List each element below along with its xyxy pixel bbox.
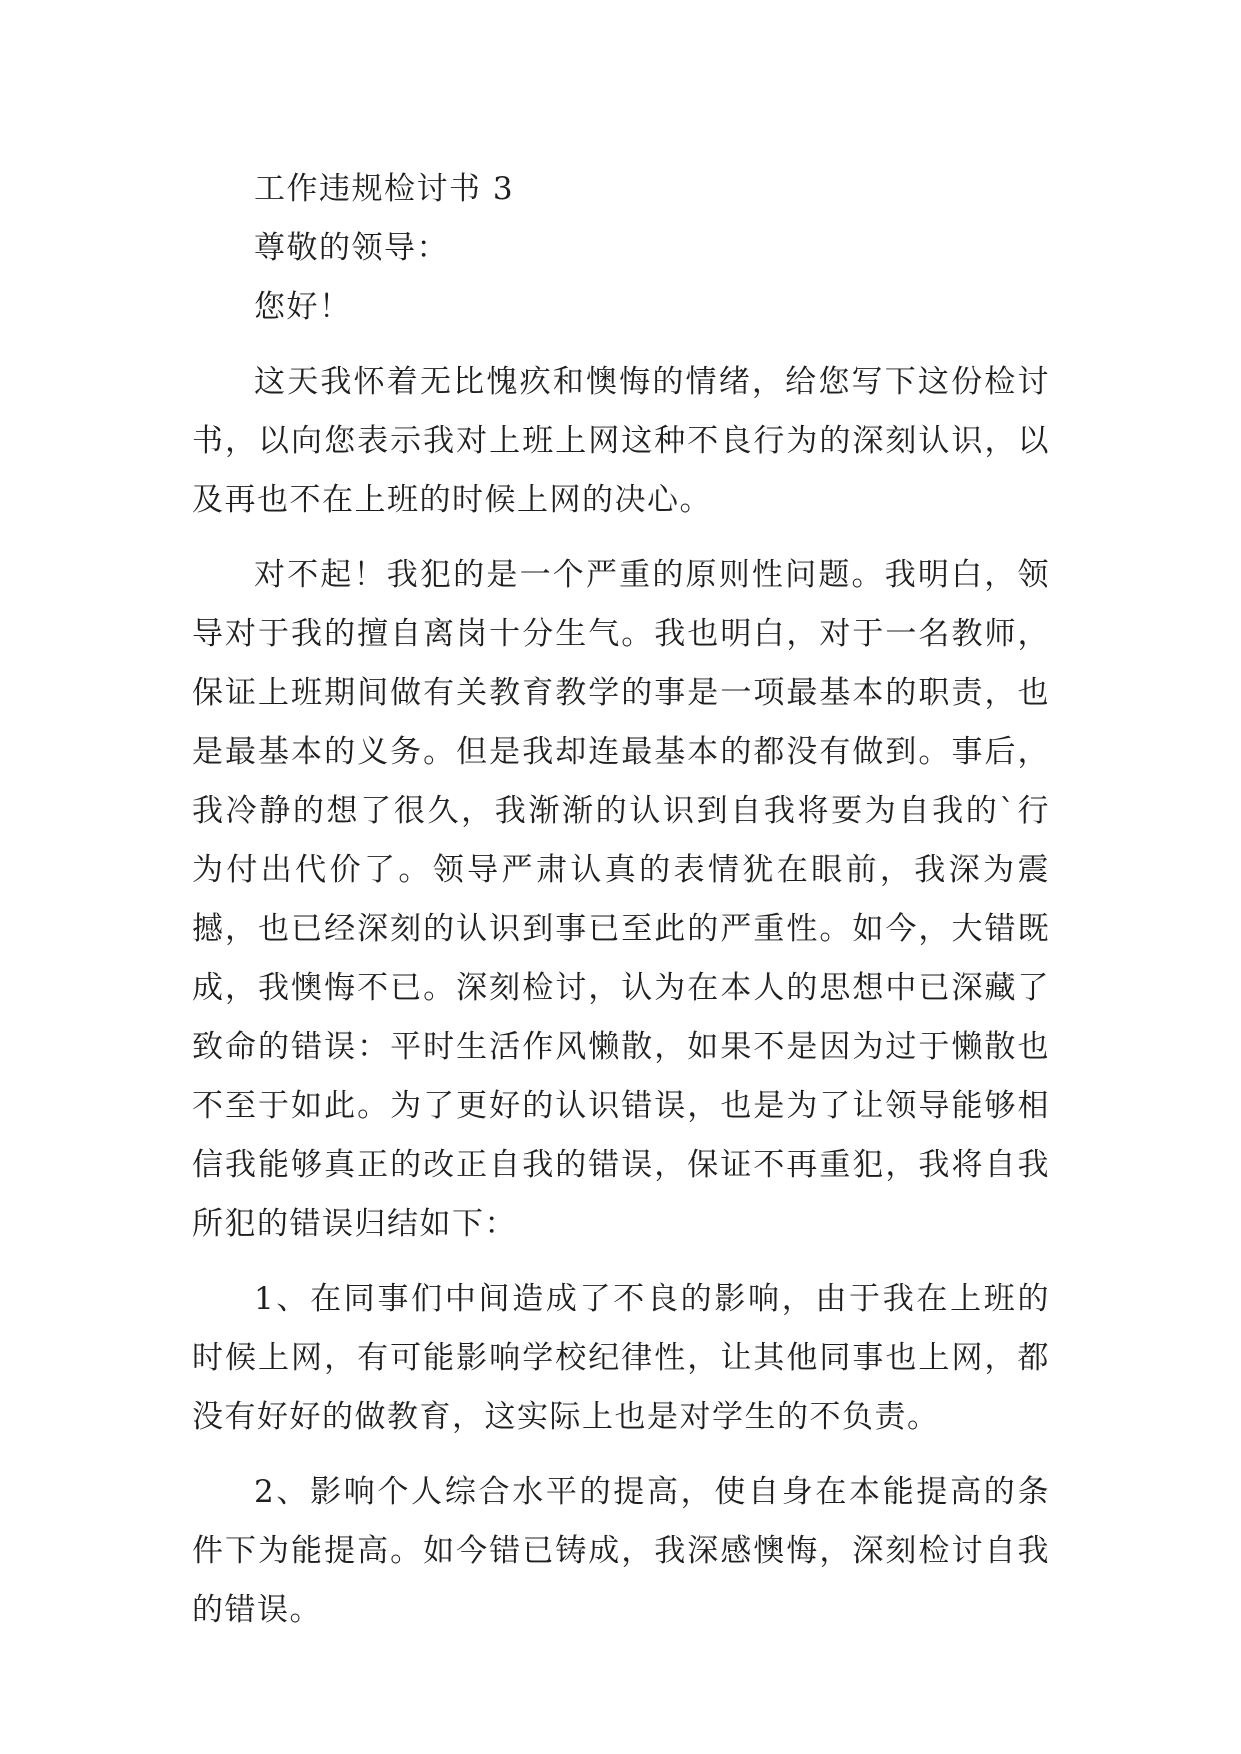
paragraph-point-2: 2、影响个人综合水平的提高，使自身在本能提高的条件下为能提高。如今错已铸成，我深感懊悔，深刻检讨自我的错误。 [192,1474,1050,1628]
document-title: 工作违规检讨书 3 [254,171,515,207]
greeting: 您好！ [254,289,352,325]
salutation: 尊敬的领导： [254,230,449,266]
paragraph-apology: 对不起！我犯的是一个严重的原则性问题。我明白，领导对于我的擅自离岗十分生气。我也明白，对于一名教师，保证上班期间做有关教育教学的事是一项最基本的职责，也是最基本的义务。但是我却连最基本的都没有做到。事后，我冷静的想了很久，我渐渐的认识到自我将要为自我的`行为付出代价了。领导严肃认真的表情犹在眼前，我深为震撼，也已经深刻的认识到事已至此的严重性。如今，大错既成，我懊悔不已。深刻检讨，认为在本人的思想中已深藏了致命的错误：平时生活作风懒散，如果不是因为过于懒散也不至于如此。为了更好的认识错误，也是为了让领导能够相信我能够真正的改正自我的错误，保证不再重犯，我将自我所犯的错误归结如下： [192,557,1050,1242]
paragraph-intro: 这天我怀着无比愧疚和懊悔的情绪，给您写下这份检讨书，以向您表示我对上班上网这种不良行为的深刻认识，以及再也不在上班的时候上网的决心。 [192,364,1050,518]
document-body [192,160,1050,1640]
paragraph-point-1: 1、在同事们中间造成了不良的影响，由于我在上班的时候上网，有可能影响学校纪律性，让其他同事也上网，都没有好好的做教育，这实际上也是对学生的不负责。 [192,1281,1050,1435]
